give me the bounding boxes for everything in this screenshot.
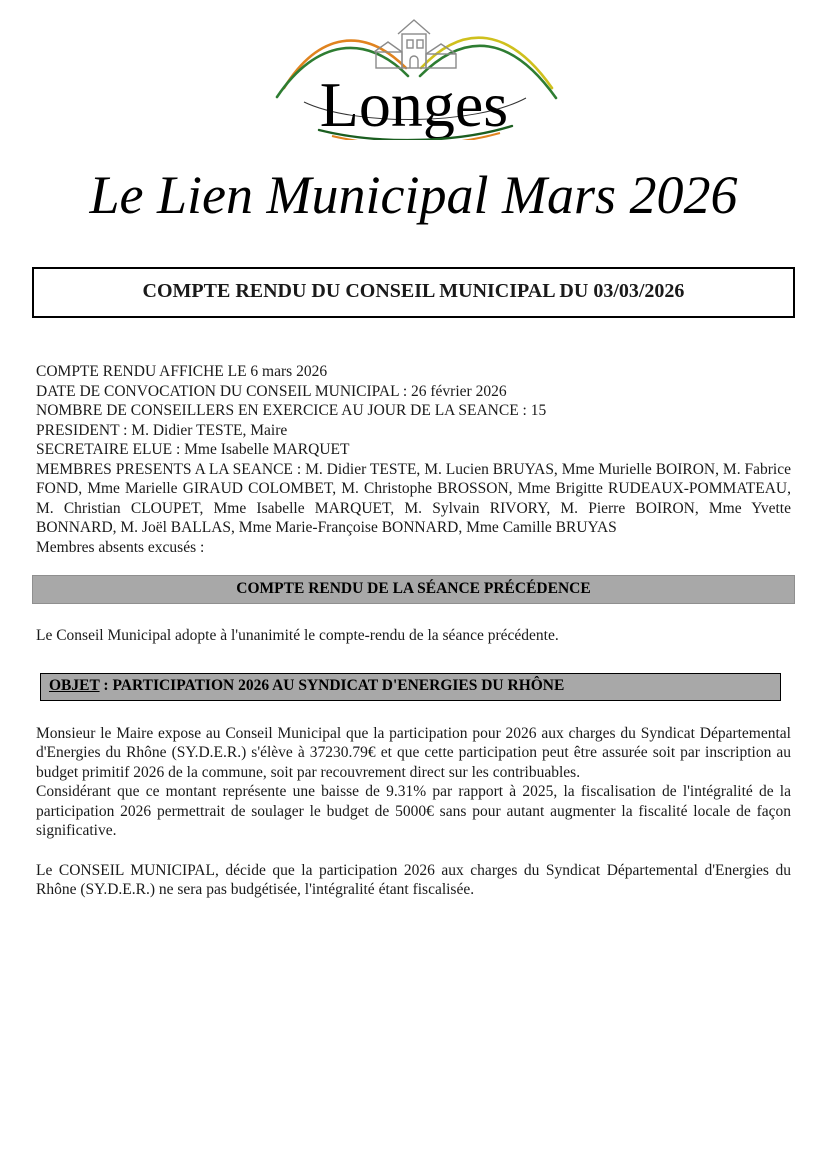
adoption-paragraph: Le Conseil Municipal adopte à l'unanimité le compte-rendu de la séance précédente. [36, 627, 559, 644]
longes-logo [32, 0, 795, 140]
village-sketch [374, 20, 456, 68]
objet-label: OBJET [49, 676, 100, 694]
objet-body [32, 724, 795, 900]
info-line-secretaire: SECRETAIRE ELUE : Mme Isabelle MARQUET [36, 441, 350, 458]
info-line-convocation: DATE DE CONVOCATION DU CONSEIL MUNICIPAL : 26 février 2026 [36, 382, 507, 400]
info-line-conseillers: NOMBRE DE CONSEILLERS EN EXERCICE AU JOUR DE LA SEANCE : 15 [36, 402, 547, 419]
objet-paragraph-2: Considérant que ce montant représente une baisse de 9.31% par rapport à 2025, la fiscalisation de l'intégralité de la participation 2026 permettrait de soulager le budget de 5000€ sans pour autant augmenter la fiscalité locale de façon significative. [36, 783, 791, 839]
page-title: Le Lien Municipal Mars 2026 [89, 165, 738, 225]
objet-title: : PARTICIPATION 2026 AU SYNDICAT D'ENERGIES DU RHÔNE [99, 676, 565, 694]
previous-minutes-banner: COMPTE RENDU DE LA SÉANCE PRÉCÉDENCE [32, 575, 795, 604]
objet-banner [40, 673, 781, 701]
members-absent-line: Membres absents excusés : [36, 538, 205, 556]
objet-paragraph-1: Monsieur le Maire expose au Conseil Municipal que la participation pour 2026 aux charges du Syndicat Départemental d'Energies du Rhône (SY.D.E.R.) s'élève à 37230.79€ et que cette participation peut être assurée soit par inscription au budget primitif 2026 de la commune, soit par recouvrement direct sur les contribuables. [36, 724, 791, 781]
info-line-president: PRESIDENT : M. Didier TESTE, Maire [36, 421, 288, 439]
members-present-paragraph: MEMBRES PRESENTS A LA SEANCE : M. Didier TESTE, M. Lucien BRUYAS, Mme Murielle BOIRON, M. Fabrice FOND, Mme Marielle GIRAUD COLOMBET, M. Christophe BROSSON, Mme Brigitte RUDEAUX-POMMATEAU, M. Christian CLOUPET, Mme Isabelle MARQUET, M. Sylvain RIVORY, M. Pierre BOIRON, Mme Yvette BONNARD, M. Joël BALLAS, Mme Marie-Françoise BONNARD, Mme Camille BRUYAS [36, 460, 791, 536]
meeting-info-block [32, 362, 795, 557]
objet-paragraph-3: Le CONSEIL MUNICIPAL, décide que la participation 2026 aux charges du Syndicat Départemental d'Energies du Rhône (SY.D.E.R.) ne sera pas budgétisée, l'intégralité étant fiscalisée. [36, 861, 791, 898]
longes-logo-graphic [264, 8, 564, 140]
logo-wordmark: Longes [319, 69, 508, 140]
council-minutes-header-box: COMPTE RENDU DU CONSEIL MUNICIPAL DU 03/03/2026 [32, 267, 795, 318]
info-line-affichage: COMPTE RENDU AFFICHE LE 6 mars 2026 [36, 363, 328, 380]
